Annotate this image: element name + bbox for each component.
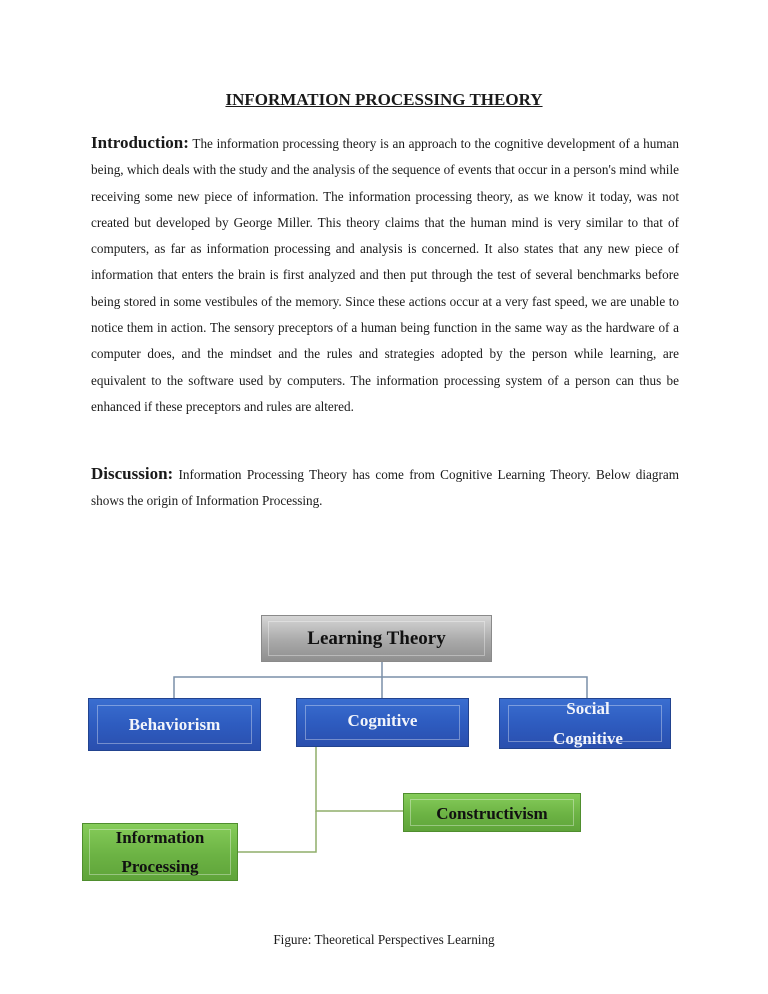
information-processing-label [116, 823, 205, 881]
discussion-heading: Discussion: [91, 464, 174, 483]
connector-cognitive-constructivism [316, 747, 403, 811]
connector-root-level1 [174, 677, 587, 698]
constructivism-box [403, 793, 581, 832]
discussion-text: Information Processing Theory has come from Cognitive Learning Theory. Below diagram shows the origin of Information Processing. [91, 467, 680, 509]
social-cognitive-line-2: Cognitive [553, 728, 623, 748]
information-processing-line-2: Processing [121, 857, 199, 876]
cognitive-label: Cognitive [347, 710, 418, 730]
cognitive-box [296, 698, 469, 747]
document-title: INFORMATION PROCESSING THEORY [225, 90, 543, 109]
social-cognitive-label [547, 694, 623, 754]
information-processing-line-1: Information [115, 828, 205, 847]
behaviorism-label: Behaviorism [128, 714, 221, 734]
introduction-heading: Introduction: [91, 133, 189, 152]
connector-cognitive-information [238, 811, 316, 852]
learning-theory-label: Learning Theory [307, 627, 446, 649]
figure-caption: Figure: Theoretical Perspectives Learning [273, 932, 495, 947]
information-processing-box [82, 823, 238, 881]
introduction-text: The information processing theory is an approach to the cognitive development of a human being, which deals with the study and the analysis of the sequence of events that occur in a person's mind while receiving some new piece of information. The information processing theory, as we know it today, was not created but developed by George Miller. This theory claims that the human mind is very similar to that of computers, as far as information processing and analysis is concerned. It also states that any new piece of information that enters the brain is first analyzed and then put through the test of several benchmarks before being stored in some vestibules of the memory. Since these actions occur at a very fast speed, we are unable to notice them in action. The sensory preceptors of a human being function in the same way as the hardware of a computer does, and the mindset and the rules and strategies adopted by the person while learning, are equivalent to the software used by computers. The information processing system of a person can thus be enhanced if these preceptors and rules are altered. [91, 136, 679, 414]
learning-theory-box [261, 615, 492, 662]
constructivism-label: Constructivism [436, 804, 548, 823]
social-cognitive-box [499, 698, 671, 749]
behaviorism-box [88, 698, 261, 751]
social-cognitive-line-1: Social [566, 698, 610, 718]
